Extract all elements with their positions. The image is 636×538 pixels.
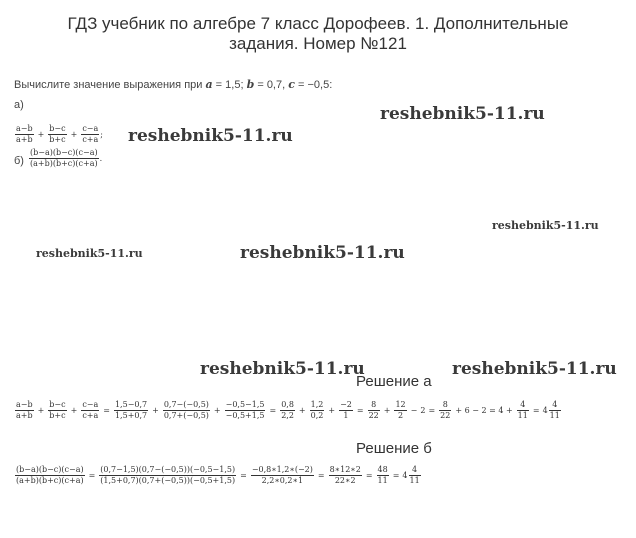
watermark: reshebnik5-11.ru bbox=[200, 359, 365, 379]
fraction: $\frac{(b-a)(b-c)(c-a)}{(a+b)(b+c)(c+a)}$ bbox=[16, 465, 84, 485]
label-a: а) bbox=[14, 99, 24, 111]
fraction: $\frac{4}{11}$ bbox=[409, 465, 420, 485]
watermark: reshebnik5-11.ru bbox=[380, 104, 545, 124]
fraction: $\frac{8∗12∗2}{22∗2}$ bbox=[329, 465, 361, 485]
fraction: $\frac{4}{11}$ bbox=[549, 400, 560, 420]
fraction: $\frac{b-c}{b+c}$ bbox=[49, 400, 66, 420]
task-expression-b: $\frac{(b-a)(b-c)(c-a)}{(a+b)(b+c)(c+a)}$ . bbox=[30, 148, 103, 168]
label-b: б) bbox=[14, 155, 24, 167]
val-b: = 0,7, bbox=[254, 79, 289, 91]
watermark: reshebnik5-11.ru bbox=[36, 247, 143, 260]
val-c: = −0,5: bbox=[294, 79, 333, 91]
task-statement bbox=[14, 78, 332, 91]
fraction: $\frac{12}{2}$ bbox=[395, 400, 406, 420]
fraction: $\frac{1,2}{0,2}$ bbox=[310, 400, 324, 420]
solution-b-math: $\frac{(b-a)(b-c)(c-a)}{(a+b)(b+c)(c+a)}$ = $\frac{(0,7-1,5)(0,7-(-0,5))(-0,5-1,5)}{(1,5+0,7)(0,7+(-0,5))(-0,5+1,5)}$ = $\frac{-0,8∗1,2∗(-2)}{2,2∗0,2∗1}$ = $\frac{8∗12∗2}{22∗2}$ = $\frac{48}{11}$ = 4 $\frac{4}{11}$ bbox=[16, 465, 420, 485]
var-c: c bbox=[288, 78, 295, 91]
fraction: $\frac{1,5-0,7}{1,5+0,7}$ bbox=[114, 400, 148, 420]
solution-b-heading: Решение б bbox=[356, 440, 432, 457]
fraction: $\frac{-0,5-1,5}{-0,5+1,5}$ bbox=[225, 400, 265, 420]
task-prefix: Вычислите значение выражения при bbox=[14, 79, 206, 91]
watermark: reshebnik5-11.ru bbox=[128, 126, 293, 146]
title-line-2: задания. Номер №121 bbox=[229, 34, 407, 53]
fraction: $\frac{-0,8∗1,2∗(-2)}{2,2∗0,2∗1}$ bbox=[251, 465, 313, 485]
fraction: $\frac{b-c}{b+c}$ bbox=[49, 124, 66, 144]
fraction: $\frac{(b-a)(b-c)(c-a)}{(a+b)(b+c)(c+a)}$ bbox=[30, 148, 98, 168]
fraction: $\frac{8}{22}$ bbox=[440, 400, 451, 420]
var-a: a bbox=[205, 78, 213, 91]
fraction: $\frac{a-b}{a+b}$ bbox=[16, 400, 33, 420]
task-expression-a: $\frac{a-b}{a+b}$ + $\frac{b-c}{b+c}$ + $\frac{c-a}{c+a}$ ; bbox=[16, 124, 103, 144]
fraction: $\frac{4}{11}$ bbox=[517, 400, 528, 420]
fraction: $\frac{a-b}{a+b}$ bbox=[16, 124, 33, 144]
val-a: = 1,5; bbox=[212, 79, 247, 91]
solution-a-heading: Решение а bbox=[356, 373, 432, 390]
fraction: $\frac{0,8}{2,2}$ bbox=[281, 400, 294, 420]
fraction: $\frac{-2}{1}$ bbox=[340, 400, 352, 420]
fraction: $\frac{0,7-(-0,5)}{0,7+(-0,5)}$ bbox=[163, 400, 209, 420]
fraction: $\frac{c-a}{c+a}$ bbox=[82, 124, 99, 144]
var-b: b bbox=[246, 78, 255, 91]
fraction: $\frac{8}{22}$ bbox=[368, 400, 379, 420]
watermark: reshebnik5-11.ru bbox=[452, 359, 617, 379]
watermark: reshebnik5-11.ru bbox=[492, 219, 599, 232]
fraction: $\frac{48}{11}$ bbox=[377, 465, 388, 485]
solution-a-math: $\frac{a-b}{a+b}$ + $\frac{b-c}{b+c}$ + $\frac{c-a}{c+a}$ = $\frac{1,5-0,7}{1,5+0,7}$ + $\frac{0,7-(-0,5)}{0,7+(-0,5)}$ + $\frac{-0,5-1,5}{-0,5+1,5}$ = $\frac{0,8}{2,2}$ + $\frac{1,2}{0,2}$ + $\frac{-2}{1}$ = $\frac{8}{22}$ + $\frac{12}{2}$ − 2 = $\frac{8}{22}$ + 6 − 2 = 4 + $\frac{4}{11}$ = 4 $\frac{4}{11}$ bbox=[16, 400, 560, 420]
watermark: reshebnik5-11.ru bbox=[240, 243, 405, 263]
page-title bbox=[0, 14, 636, 54]
title-line-1: ГДЗ учебник по алгебре 7 класс Дорофеев. 1. Дополнительные bbox=[67, 14, 569, 33]
fraction: $\frac{c-a}{c+a}$ bbox=[82, 400, 99, 420]
fraction: $\frac{(0,7-1,5)(0,7-(-0,5))(-0,5-1,5)}{(1,5+0,7)(0,7+(-0,5))(-0,5+1,5)}$ bbox=[100, 465, 236, 485]
